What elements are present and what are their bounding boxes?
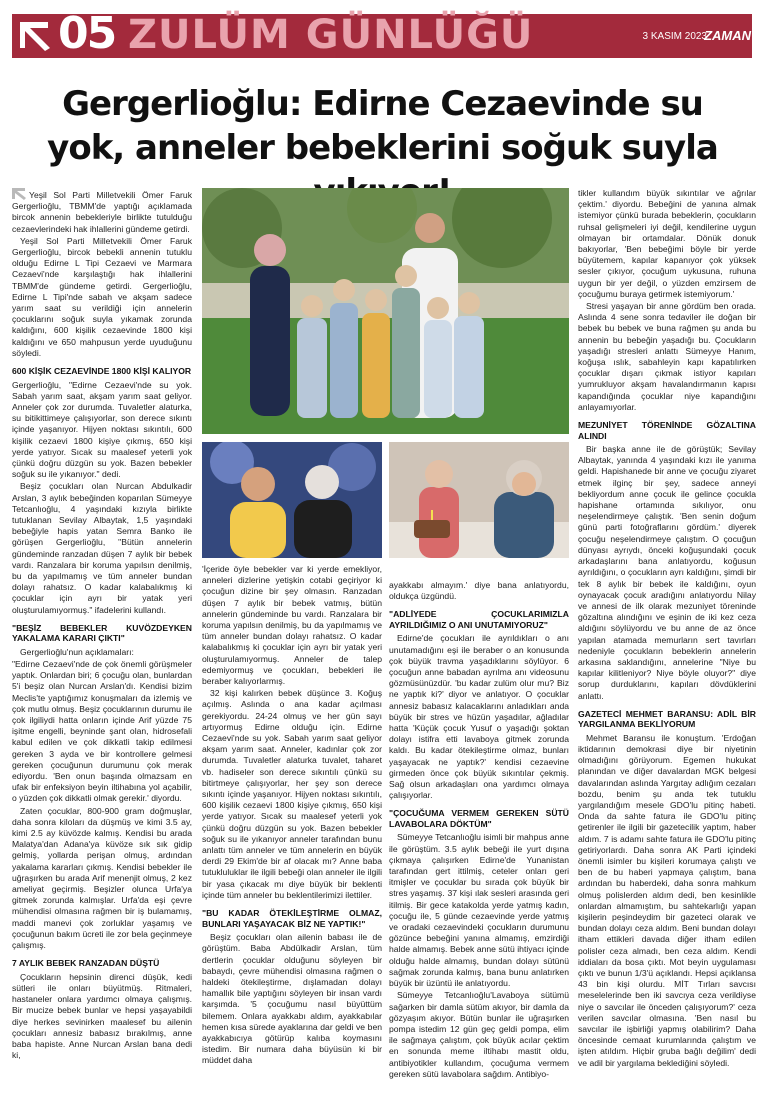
- subheading: "BU KADAR ÖTEKİLEŞTİRME OLMAZ, BUNLARI YAŞAYACAK BİZ NE YAPTIK!": [202, 908, 382, 929]
- paragraph: Sümeyye Tetcanlıoğlu isimli bir mahpus anne ile görüştüm. 3.5 aylık bebeği ile yurt dışına çıkmaya çalışırken Edirne'de Yunanistan tarafından gert ittilmiş, ceteler onları geri itmişler ve çocuklar bu sırada çok büyük bir stres yaşamış. 37 kişi ılak sesleri arasında geri itilmiş. Bir gece katakolda yerde yatmış kadın, çocuğu ile, 5 günde cezaevinde yerde yatmış ve oradaki cezaevindeki çocukların durumunu gözünce bebeğini yanına almamış, emzirdiği halde almamış. Bebek anne sütü ihtiyacı içinde olduğu halde almamış, bundan dolayı sütünü sağmak zorunda kalmış, bana bunu anlatırken büyük bir üzüntü ile anlatıyordu.: [389, 832, 569, 989]
- subheading: 600 KİŞİK CEZAEVİNDE 1800 KİŞİ KALIYOR: [12, 366, 192, 377]
- issue-date: 3 KASIM 2023: [642, 31, 707, 42]
- paper-name: ZAMAN: [704, 28, 751, 43]
- mother-child-illustration: [389, 442, 569, 558]
- paragraph: Edirne'de çocukları ile ayrıldıkları o anı unutamadığını eşi ile beraber o an konusunda çok büyük travma yaşadıklarını söylüyor. 6 çocuğun anne babadan ayrılma anı videosunu gözmüsünüzdür. 'bu kadar zulüm olur mu? Biz ne yaptık ki?' diyor ve anlatıyor. O çocuklar annesiz babasız kalacaklarını anladıkları anda büyük bir stres ve hüzün yaşadılar, ağladılar hatta 'Küçük çocuk Yusuf o yaşadığı şoktan dolayı istifra etti lavaboya gitmek zorunda kaldı. Bu kadar ötekileştirme olmaz, bunları yaşayacak ne yaptık?' kendisi cezaevine girmeden önce çok büyük sıkıntılar çekmiş. Sağ olsun arkadaşları ona yardımcı olmaya çalışıyorlar.: [389, 633, 569, 801]
- section-name: ZULÜM GÜNLÜĞÜ: [128, 12, 534, 58]
- couple-photo: [202, 442, 382, 558]
- paragraph: 'İçeride öyle bebekler var ki yerde emekliyor, anneleri dizlerine yetişkin cotabi geçiriyor ki çocuğun dizine bir şey olmasın. Ranzadan düşen 7 aylık bir bebek vatmış, bütün annelerin gündeminde bu vardı. Ranzalara bir koruma yapılsın denilmiş, bu da yapılmamış ve tüm anneler bundan dolayı rahatsız. O kadar kalabalıkmış ki çocuklar için ayrı bir yatak yeri oluşturulamıyormuş. Anneler de talep edemiyormuş ve çocukları, bebekleri ile beraber kalıyorlarmış.: [202, 564, 382, 687]
- paragraph: Stresi yaşayan bir anne gördüm ben orada. Aslında 4 sene sonra tedaviler ile doğan bir bebek bu bebek ve buna rağmen şu anda bu annenin bu bebeğin yaşadığı bu. Çocukların yaşadığı stresleri anlattı Sümeyye Hanım, koğuşa ıslık, sabahleyin kapı kapatılırken çocuklar dışarı çıkmak istiyor kapıları yumrukluyor akşam havalandırmanın kapısı kapandığında çocuklar niye kapandığını anlayamıyorlar.: [578, 301, 756, 412]
- paragraph: ayakkabı almayım.' diye bana anlatıyordu, oldukça üzgündü.: [389, 580, 569, 602]
- paragraph: Mehmet Baransu ile konuştum. 'Erdoğan iktidarının demokrasi diye bir niyetinin olmadığını görüyorum. Egemen hukukat planından ve diğer davalardan MGK belgesi davalarından aslında Yargıtay adlığım cezaları bozdu, benim şu anda tek tutuklu yargılandığım mesele GDO'lu pitinç habeti. Onda da sahte fatura ile GDO'lu pitinç getirenler ile ilgili bir gazetecilik yaptım, haber aldım. 7 is adamı sahte fatura ile GDO'lu pitinç getiriyorlardı. Daha sonra AK Parti içindeki önemli isimler bu kişileri korumaya çalıştı ve ben de bu haberi yapmaya çalıştım, bana ardından bu haberdeki, daha sonra mahkum olmuş polislerden aldım dedi, ben kesinlikle onlardan almamıştım, bu sahtekarlığı yapan kişilerin peşindeydim bir gazeteci olarak ve bundan dolayı ceza aldım. Beni bundan dolayı itham ettikleri davada diğer itham edilen polisler ceza almadı, ben ceza aldım. Kendi iddiaları da bosa çıktı. Mot beyin uygulaması çıktı ve bunun 1/3'ü açıklandı. Hepsi açıklansa 43 bin kişi olurdu. MİT Tırları savcısı meselelerinde ben iki savcıya ceza verildiyse niye o savcılar ile önceden çalışıyorum?' ceza verilen savcılar olmasına. 'Ben nasıl bu savcılar ile işbirliği yapmış olabilirim? Daha öncesinde cemaat kurumlarında çalıştım ve işten atıldım. Hiçbir gruba bağlı değilim' dedi ve adil bir yargılama beklediğini söyledi.: [578, 732, 756, 1068]
- paragraph: Beşiz çocukları olan Nurcan Abdulkadir Arslan, 3 aylık bebeğinden koparılan Sümeyye Tetcanlıoğlu, 4 yaşındaki kızıyla birlikte tutuklanan Sevilay Albaytak, 1,5 yaşındaki bebeğiyle hapis yatan Semra Banko ile görüşen Gergerlioğlu, "Bütün annelerin gündeminde ranzadan düşen 7 aylık bir bebek vardı. Ranzalara bir koruma yapılsın denilmiş, bu da yapılmamış ve tüm anneler bundan dolayı rahatsız. O kadar kalabalıkmış ki çocuklar için ayrı bir yatak yeri oluşturulamıyormuş." ifadelerini kullandı.: [12, 481, 192, 615]
- family-garden-photo: [202, 188, 569, 434]
- lead-arrow-icon: [12, 188, 26, 200]
- subheading: "BEŞİZ BEBEKLER KUVÖZDEYKEN YAKALAMA KARARI ÇIKTI": [12, 622, 192, 644]
- lead-paragraph: [12, 188, 192, 235]
- paragraph: Bir başka anne ile de görüştük; Sevilay Albaytak, yanında 4 yaşındaki kızı ile yanıma geldi. Hapishanede bir anne ve çocuğu ziyaret etmek ilginç bir şey, sadece anneyi bekliyordum anne çocuk ile gelince çocukla hapishane ortamında sıkılıyor, onu neşelendirmeye çalıştık. 'Ben senin doğum günü parti fotoğraflarını gördüm.' diyerek çocuğu neşelendirmeye çalıştım. O çocuğun dünyası ayrıydı, önceki koğuşundaki çocuk arkadaşlarını bana anlatıyordu, koğusun ayrıldığını, o çocukların ayrı kaldığını, şimdi bir tek 8 aylık bir bebek ile kaldığını, oyun oynayacak çocuk aradığını anlatıyordu Nilay ve annesi de ilk olarak mezuniyet töreninde gözaltına alındığını ve eşinin de iki kez ceza aldığını söylüyordu ve bu anne de az önce yapılan atamada memurların sert tavırları nedeniyle çocukların bebeklerin annelerin arkasına saklandığını, annelerine "Niye bu kapılar kilitleniyor? Niye böyle oluyor?" diye sorup durduklarını, kapıları dövdüklerini anlattı.: [578, 444, 756, 701]
- paragraph: 32 kişi kalırken bebek düşünce 3. Koğuş açılmış. Aslında o ana kadar açılması gerekiyordu. 24-24 olmuş ve her gün sayı artıyormuş Edirne olduğu için. Edirne Cezaevi'nde su yok. Sabah yarım saat geliyor akşam yarım saat. Anneler, kadınlar çok zor durumda. Tuvaletler alaturka tuvalet, taharet vb. hadiseler son derece sıkıntılı çünkü su bitirtmeye çalışıyorlar, her şey son derece sıkıntı içinde yaşanıyor. Hijyen noktası sıkıntılı, 600 kişilik cezaevi 1800 kişiye çıkmış, 650 kişi yerde yatıyor. Sıcak su maalesef yeterli yok çünkü doğru düzgün su yok. Bazen bebekler soğuk su ile yıkanıyor anneler tarafından bunu anlattı tüm anneler ve tüm annelerin en büyük derdi 29 Ekim'de bir af olacak mı? Anne baba tutukluluklar ile ilgili bebeği olan anneler ile ilgili bir yasa çıkacak mı diye büyük bir beklenti içinde tüm anneler bu beklentilerimizi ilettiler.: [202, 688, 382, 900]
- paragraph: Yeşil Sol Parti Milletvekili Ömer Faruk Gergerlioğlu, bircok bebekli annenin tutuklu olduğu Edirne L Tipi Cezaevi ve Marmara Cezaevi'nde karşılaştığı hak ihlallerini TBMM'de gündeme getirdi. Gergerlioğlu, Edirne L Tipi'nde sabah ve akşam sadece yarım saat su verildiği için annelerin çocuklarını soğuk suyla yıkamak zorunda kaldığını, 600 kişilik cezaevinde 1800 kişi kaldığını ve 650 mahpusun yerde uyuduğunu söyledi.: [12, 235, 192, 358]
- subheading: 7 AYLIK BEBEK RANZADAN DÜŞTÜ: [12, 958, 160, 969]
- paragraph: Zaten çocuklar, 800-900 gram doğmuşlar, daha sonra kiloları da düşmüş ve kimi 3.5 ay, kimi 2.5 ay küvözde kalmış. Kendisi bu arada Malatya'dan Adana'ya küvöze sık sık gidip gelmiş, yollarda perişan olmuş, ardından yakalama kararları çıkmış. Kendisi bebekler ile uğraşırken bu arada Arif menenjit olmuş, 2 kez ameliyat geçirmiş. Beşizler olunca Urfa'ya gitmek zorunda kalmışlar. Urfa'da eşi çevre mühendisi olmasına rağmen bir iş bulamamış, maddi manevi çok zorluklar yaşamış ve çocuğunun bakım ücreti ile zor bela geçinmeye çalışmış.: [12, 805, 192, 951]
- family-garden-illustration: [202, 188, 569, 434]
- paragraph: Çocukların hepsinin direnci düşük, kedi sütleri ile onları büyütmüş. Ritmaleri, hastaneler onlara yardımcı olmaya çalışmış. Bir mucize bebek bunlar ve hepsi yaşayabildi diye herkes sevinirken maalesef bu ailenin çocukları annesiz babasız bırakılmış, anne baba hapiste. Anne Nurcan Arslan bana dedi ki,: [12, 971, 192, 1061]
- paragraph: Gergerlioğlu'nun açıklamaları:: [20, 646, 134, 657]
- paragraph: Sümeyye Tetcanlıoğlu'Lavaboya sütümü sağarken bir damla sütüm akıyor, bir damla da gözyaşım akıyor. Bütün bunlar ile uğraşırken pompa istedim 12 gün geç geldi pompa, elim ile sağmaya çalıştım, çok büyük acılar çektim en sonunda meme iltihabı mastit oldu, antibiyotikler kullandım, çocuğuma vermem gereken sütü lavabolara sağdım. Antibiyo-: [389, 990, 569, 1079]
- subheading: GAZETECİ MEHMET BARANSU: ADİL BİR YARGILANMA BEKLİYORUM: [578, 708, 756, 730]
- paragraph: "Edirne Cezaevi'nde de çok önemli görüşmeler yaptık. Onlardan biri; 6 çocuğu olan, bunlardan 5'i beşiz olan Nurcan Arslan'dı. Kendisi bizim Meclis'te yaptığımız konuşmaları da izlemiş ve çok mutlu olmuş. Beşiz çocuklarının durumu ile çok ilgiliydi hatta onların içinde Arif yüzde 75 işitme engelli, beyninde şant olan, hidrosefali kabul edilen ve çok dikkatli takip edilmesi gereken 3 ayda ve bir kontrollere gelmesi gereken çocuğunun durumunu çok merak ediyordu. 'Ben onun başında olmazsam en ufak bir enfeksiyon beyin iltihabına yol açabilir, o yüzden çok dikkatli olmak gerekir.' diyordu.: [12, 659, 192, 804]
- paragraph: Gergerlioğlu, "Edirne Cezaevi'nde su yok. Sabah yarım saat, akşam yarım saat geliyor. Anneler çok zor durumda. Tuvaletler alaturka, su bitikittimeye çalışıyorlar, son derece sıkıntı içinde yaşanıyor. Hijyen noktası sıkıntılı, 600 kişilik cezaevi 1800 kişiye çıkmış, 650 kişi yerde yatıyor. Sıcak su maalesef yeterli yok çünkü doğru düzgün su yok. Bazen bebekler soğuk su ile yıkanıyor." dedi.: [12, 379, 192, 480]
- lead-text: Yeşil Sol Parti Milletvekili Ömer Faruk Gergerlioğlu, TBMM'de yaptığı açıklamada bircok annenin bebekleriyle birlikte tutulduğu cezaevlerindeki hak ihlallerini gündeme getirdi.: [12, 190, 192, 234]
- mother-child-cake-photo: [389, 442, 569, 558]
- headline: Gergerlioğlu: Edirne Cezaevinde su yok, anneler bebeklerini soğuk suyla: [47, 84, 718, 168]
- subheading: "ADLİYEDE ÇOCUKLARIMIZLA AYRILDIĞIMIZ O ANI UNUTAMIYORUZ": [389, 609, 569, 630]
- column-3: [389, 580, 569, 1116]
- column-4: [578, 188, 756, 1116]
- couple-illustration: [202, 442, 382, 558]
- column-1: [12, 188, 192, 1116]
- subheading: "ÇOCUĞUMA VERMEM GEREKEN SÜTÜ LAVABOLARA DÖKTÜM": [389, 808, 569, 829]
- section-number: 05: [58, 8, 116, 59]
- paragraph: Beşiz çocukları olan ailenin babası ile de görüştüm. Baba Abdülkadir Arslan, tüm dertlerin çocuklar olduğunu söyleyen bir babaydı, çevre mühendisi olmasına rağmen o haldeki ötekileştirme, dışlamadan dolayı hamallık bile yaptığını söyleyen bir insan vardı karşımda. '5 çocuğumu nasıl büyüttüm bilemem. Onlara ayakkabı aldım, ayakkabılar hemen kısa sürede ayaklarına dar geldi ve ben ayakkabıcıya götürüp kalıba koymasını istedim. Bir numara daha büyüsün ki bir müddet daha: [202, 932, 382, 1066]
- header: [0, 0, 765, 64]
- paragraph: tikler kullandım büyük sıkıntılar ve ağrılar çektim.' diyordu. Bebeğini de yanına almak istemiyor çünkü burada bebeklerin, çocukların ruhsal gelişmeleri iyi değil, kendilerine uygun olmayan bir ortamdalar. Dönük donuk bakıyorlar, 'Ben bebeğimi böyle bir yerde büyütemem, kapılar kapanıyor çok yüksek sesler çıkıyor, çocuğum uykusuna, ruhuna uygun bir yer değil, o yüzden emzirsem de çocuğumu buraya getirmek istemiyorum.': [578, 188, 756, 299]
- subheading: MEZUNİYET TÖRENİNDE GÖZALTINA ALINDI: [578, 420, 756, 441]
- section-arrow-icon: [12, 14, 58, 58]
- column-2: [202, 564, 382, 1116]
